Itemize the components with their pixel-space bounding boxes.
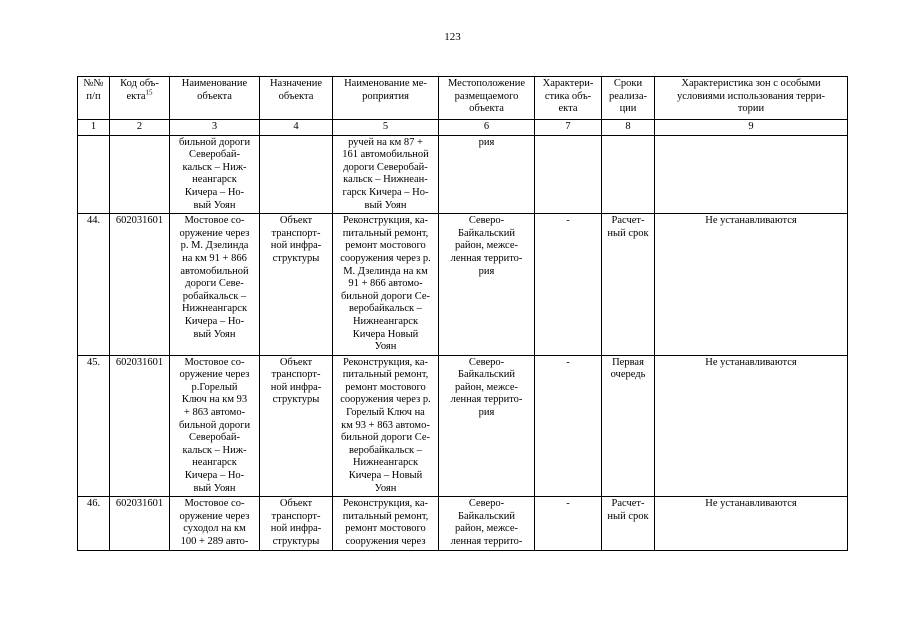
cell-object-name: Мостовое со- оружение через р. М. Дзелинда на км 91 + 866 автомобильной дороги Севе- робайкальск – Нижнеангарск Кичера – Но- вый Уоян <box>170 214 260 356</box>
column-number: 7 <box>535 120 602 136</box>
objects-table <box>77 76 848 551</box>
column-number: 5 <box>333 120 439 136</box>
cell-measure: Реконструкция, ка- питальный ремонт, ремонт мостового сооружения через р. М. Дзелинда на км 91 + 866 автомо- бильной дороги Се- веробайкальск – Нижнеангарск Кичера Новый Уоян <box>333 214 439 356</box>
cell-zones: Не устанавливаются <box>655 214 848 356</box>
column-number: 4 <box>260 120 333 136</box>
cell-term: Расчет- ный срок <box>602 214 655 356</box>
cell-number: 45. <box>78 355 110 497</box>
header-location: Местоположение размещаемого объекта <box>439 77 535 120</box>
column-numbers-row <box>78 120 848 136</box>
cell-location: рия <box>439 135 535 214</box>
cell-object-name: Мостовое со- оружение через суходол на км 100 + 289 авто- <box>170 497 260 550</box>
header-characteristic: Характери- стика объ- екта <box>535 77 602 120</box>
cell-measure: ручей на км 87 + 161 автомобильной дороги Северобай- кальск – Нижнеан- гарск Кичера – Но- вый Уоян <box>333 135 439 214</box>
table-header <box>78 77 848 136</box>
table-row <box>78 135 848 214</box>
cell-term: Первая очередь <box>602 355 655 497</box>
table-body <box>78 135 848 550</box>
header-code <box>110 77 170 120</box>
cell-characteristic: - <box>535 497 602 550</box>
cell-zones: Не устанавливаются <box>655 355 848 497</box>
header-code-label: Код объ- екта <box>120 78 159 102</box>
table-row <box>78 497 848 550</box>
cell-number: 44. <box>78 214 110 356</box>
header-zones: Характеристика зон с особыми условиями использования терри- тории <box>655 77 848 120</box>
cell-term <box>602 135 655 214</box>
cell-number: 46. <box>78 497 110 550</box>
header-measure-name: Наименование ме- роприятия <box>333 77 439 120</box>
cell-measure: Реконструкция, ка- питальный ремонт, ремонт мостового сооружения через р. Горелый Ключ на км 93 + 863 автомо- бильной дороги Се- веробайкальск – Нижнеангарск Кичера – Новый Уоян <box>333 355 439 497</box>
cell-location: Северо- Байкальский район, межсе- ленная террито- рия <box>439 355 535 497</box>
cell-code: 602031601 <box>110 497 170 550</box>
column-number: 1 <box>78 120 110 136</box>
cell-code: 602031601 <box>110 214 170 356</box>
cell-object-purpose: Объект транспорт- ной инфра- структуры <box>260 214 333 356</box>
cell-object-purpose: Объект транспорт- ной инфра- структуры <box>260 497 333 550</box>
cell-code <box>110 135 170 214</box>
cell-characteristic <box>535 135 602 214</box>
column-number: 2 <box>110 120 170 136</box>
cell-object-purpose <box>260 135 333 214</box>
cell-measure: Реконструкция, ка- питальный ремонт, ремонт мостового сооружения через <box>333 497 439 550</box>
cell-code: 602031601 <box>110 355 170 497</box>
column-number: 8 <box>602 120 655 136</box>
cell-term: Расчет- ный срок <box>602 497 655 550</box>
header-object-name: Наименование объекта <box>170 77 260 120</box>
footnote-marker: 15 <box>145 88 153 97</box>
cell-zones <box>655 135 848 214</box>
table-row <box>78 214 848 356</box>
cell-location: Северо- Байкальский район, межсе- ленная террито- рия <box>439 214 535 356</box>
cell-object-name: бильной дороги Северобай- кальск – Ниж- неангарск Кичера – Но- вый Уоян <box>170 135 260 214</box>
header-number: №№ п/п <box>78 77 110 120</box>
cell-number <box>78 135 110 214</box>
page-number: 123 <box>444 31 461 43</box>
column-number: 6 <box>439 120 535 136</box>
cell-characteristic: - <box>535 355 602 497</box>
column-number: 9 <box>655 120 848 136</box>
cell-zones: Не устанавливаются <box>655 497 848 550</box>
column-number: 3 <box>170 120 260 136</box>
cell-object-name: Мостовое со- оружение через р.Горелый Ключ на км 93 + 863 автомо- бильной дороги Северобай- кальск – Ниж- неангарск Кичера – Но- вый Уоян <box>170 355 260 497</box>
table-row <box>78 355 848 497</box>
header-object-purpose: Назначение объекта <box>260 77 333 120</box>
header-term: Сроки реализа- ции <box>602 77 655 120</box>
cell-object-purpose: Объект транспорт- ной инфра- структуры <box>260 355 333 497</box>
cell-location: Северо- Байкальский район, межсе- ленная террито- <box>439 497 535 550</box>
cell-characteristic: - <box>535 214 602 356</box>
